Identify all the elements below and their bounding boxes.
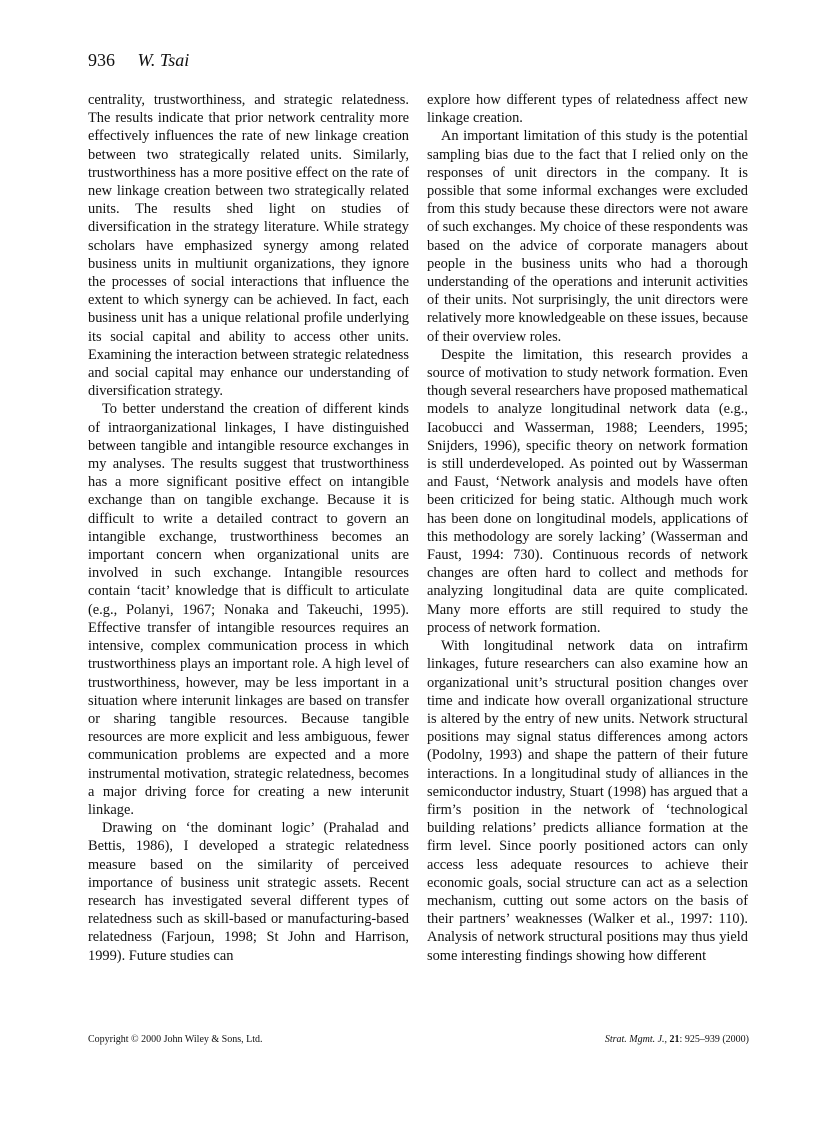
journal-name: Strat. Mgmt. J., [604,1034,668,1045]
paragraph: An important limitation of this study is the potential sampling bias due to the fact that I relied only on the responses of unit directors in the company. It is possible that some informal exchanges were excluded from this study because these directors were not aware of such exchanges. My choice of these respondents was based on the advice of corporate managers about people in the business units who had a thorough understanding of the operations and interunit activities of their units. Not surprisingly, the unit directors were relatively more knowledgeable on these issues, because of their overview roles. [427,128,748,345]
page-number: 936 [88,50,115,70]
right-column [427,91,748,965]
journal-pages: : 925–939 (2000) [679,1034,749,1045]
copyright-notice: Copyright © 2000 John Wiley & Sons, Ltd. [88,1034,263,1045]
journal-volume: 21 [669,1034,680,1045]
running-header [88,50,189,71]
author-name: W. Tsai [137,50,190,70]
paragraph: Despite the limitation, this research provides a source of motivation to study network formation. Even though several researchers have proposed mathematical models to analyze longitudinal network data (e.g., Iacobucci and Wasserman, 1988; Leenders, 1995; Snijders, 1996), specific theory on network formation is still underdeveloped. As pointed out by Wasserman and Faust, ‘Network analysis and models have often been criticized for being static. Although much work has been done on longitudinal models, applications of this methodology are sorely lacking’ (Wasserman and Faust, 1994: 730). Continuous records of network changes are often hard to collect and methods for analyzing longitudinal data are quite complicated. Many more efforts are still required to study the process of network formation. [427,346,748,636]
left-column [88,91,409,965]
paragraph: explore how different types of relatedness affect new linkage creation. [427,92,748,127]
paragraph: To better understand the creation of different kinds of intraorganizational linkages, I have distinguished between tangible and intangible resource exchanges in my analyses. The results suggest that trustworthiness has a more significant positive effect on intangible exchange than on tangible exchange. Because it is difficult to write a detailed contract to govern an intangible exchange, trustworthiness becomes an important concern when organizational units are involved in such exchange. Intangible resources contain ‘tacit’ knowledge that is difficult to articulate (e.g., Polanyi, 1967; Nonaka and Takeuchi, 1995). Effective transfer of intangible resources requires an intensive, complex communication process in which trustworthiness plays an important role. A high level of trustworthiness, however, may be less important in a situation where interunit linkages are based on transfer or sharing tangible resources. Because tangible resources are more explicit and less ambiguous, fewer communication problems are expected and a more instrumental motivation, strategic relatedness, becomes a major driving force for creating a new interunit linkage. [88,401,409,818]
journal-citation [605,1034,749,1045]
paragraph: centrality, trustworthiness, and strategic relatedness. The results indicate that prior network centrality more effectively influences the rate of new linkage creation between two strategically related units. Similarly, trustworthiness has a more positive effect on the rate of new linkage creation between two strategically related units. The results shed light on studies of diversification in the strategy literature. While strategy scholars have emphasized synergy among related business units in multiunit organizations, they ignore the processes of social interactions that influence the extent to which synergy can be achieved. In fact, each business unit has a unique relational profile underlying its social capital and ability to access other units. Examining the interaction between strategic relatedness and social capital may enhance our understanding of diversification strategy. [88,92,409,400]
paragraph: With longitudinal network data on intrafirm linkages, future researchers can also examine how an organizational unit’s structural position changes over time and indicate how overall organizational structure is altered by the entry of new units. Network structural positions may signal status differences among actors (Podolny, 1993) and shape the pattern of their future interactions. In a longitudinal study of alliances in the semiconductor industry, Stuart (1998) has argued that a firm’s position in the network of ‘technological building relations’ predicts alliance formation at the firm level. Since poorly positioned actors can only access less adequate resources to achieve their economic goals, social structure can act as a selection mechanism, cutting out some actors on the basis of their partners’ weaknesses (Walker et al., 1997: 110). Analysis of network structural positions may thus yield some interesting findings showing how different [427,638,748,964]
paragraph: Drawing on ‘the dominant logic’ (Prahalad and Bettis, 1986), I developed a strategic relatedness measure based on the similarity of perceived importance of business unit strategic assets. Recent research has investigated several different types of relatedness such as skill-based or manufacturing-based relatedness (Farjoun, 1998; St John and Harrison, 1999). Future studies can [88,820,409,964]
